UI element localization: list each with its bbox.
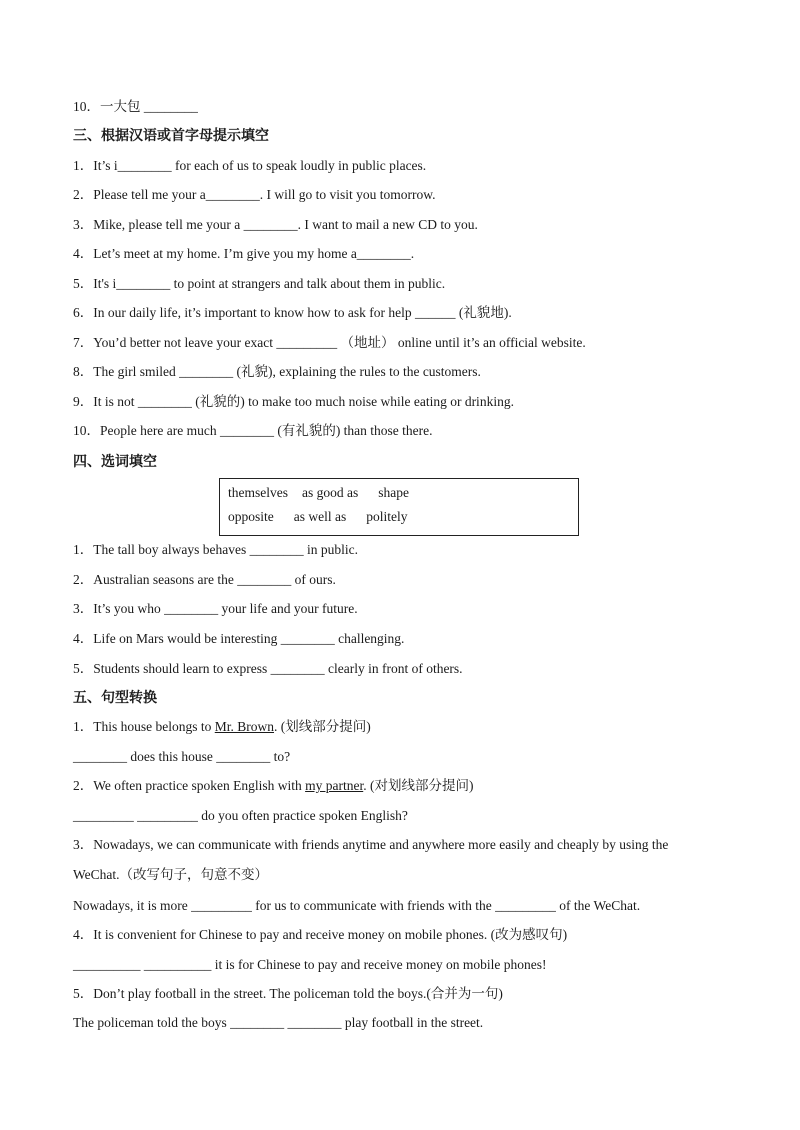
s4-item-2: 2．Australian seasons are the ________ of ours. (73, 572, 336, 587)
word-themselves: themselves (228, 485, 288, 500)
s5-q1-underlined: Mr. Brown (214, 719, 275, 734)
word-shape: shape (378, 485, 409, 500)
word-bank-box (219, 478, 579, 536)
s3-item-4: 4．Let’s meet at my home. I’m give you my home a________. (73, 246, 415, 261)
s5-answer-4: __________ __________ it is for Chinese to pay and receive money on mobile phones! (73, 957, 547, 972)
s5-question-3-line-1: 3．Nowadays, we can communicate with friends anytime and anywhere more easily and cheaply by using the (73, 837, 669, 852)
s3-item-10: 10．People here are much ________ (有礼貌的) than those there. (73, 423, 433, 438)
item-10-phrase: 10．一大包 ________ (73, 99, 198, 114)
s5-q1-instruction: . (划线部分提问) (274, 719, 371, 734)
s5-answer-2: _________ _________ do you often practice spoken English? (73, 808, 408, 823)
s5-question-3-line-2: WeChat.（改写句子，句意不变） (73, 867, 269, 882)
word-opposite: opposite (228, 509, 274, 524)
section-5-heading: 五、句型转换 (73, 690, 157, 706)
s5-q2-text: 2．We often practice spoken English with (73, 778, 306, 793)
s5-q2-instruction: . (对划线部分提问) (363, 778, 474, 793)
word-politely: politely (366, 509, 408, 524)
s3-item-1: 1．It’s i________ for each of us to speak loudly in public places. (73, 158, 427, 173)
s4-item-5: 5．Students should learn to express ________ clearly in front of others. (73, 661, 463, 676)
word-bank-row-1 (228, 485, 409, 501)
s5-answer-3: Nowadays, it is more _________ for us to communicate with friends with the _________ of the WeChat. (73, 898, 641, 913)
s5-q2-underlined: my partner (305, 778, 364, 793)
s5-question-2 (73, 777, 473, 795)
s3-item-7: 7．You’d better not leave your exact _________ （地址） online until it’s an official website. (73, 335, 586, 350)
section-4-heading: 四、选词填空 (73, 454, 157, 470)
s5-question-5: 5．Don’t play football in the street. The policeman told the boys.(合并为一句) (73, 986, 503, 1001)
s3-item-8: 8．The girl smiled ________ (礼貌), explaining the rules to the customers. (73, 364, 481, 379)
s3-item-9: 9．It is not ________ (礼貌的) to make too much noise while eating or drinking. (73, 394, 514, 409)
s5-answer-5: The policeman told the boys ________ ________ play football in the street. (73, 1015, 484, 1030)
s3-item-6: 6．In our daily life, it’s important to know how to ask for help ______ (礼貌地). (73, 305, 512, 320)
s4-item-4: 4．Life on Mars would be interesting ________ challenging. (73, 631, 405, 646)
word-bank-row-2 (228, 509, 407, 525)
word-as-well-as: as well as (293, 509, 347, 524)
section-3-heading: 三、根据汉语或首字母提示填空 (73, 128, 269, 144)
word-as-good-as: as good as (302, 485, 359, 500)
s4-item-1: 1．The tall boy always behaves ________ in public. (73, 542, 358, 557)
s5-question-1 (73, 718, 371, 736)
s5-q1-text: 1．This house belongs to (73, 719, 215, 734)
s5-answer-1: ________ does this house ________ to? (73, 749, 291, 764)
s4-item-3: 3．It’s you who ________ your life and your future. (73, 601, 358, 616)
s3-item-2: 2．Please tell me your a________. I will go to visit you tomorrow. (73, 187, 436, 202)
s3-item-3: 3．Mike, please tell me your a ________. I want to mail a new CD to you. (73, 217, 478, 232)
s3-item-5: 5．It's i________ to point at strangers and talk about them in public. (73, 276, 446, 291)
s5-question-4: 4．It is convenient for Chinese to pay and receive money on mobile phones. (改为感叹句) (73, 927, 568, 942)
